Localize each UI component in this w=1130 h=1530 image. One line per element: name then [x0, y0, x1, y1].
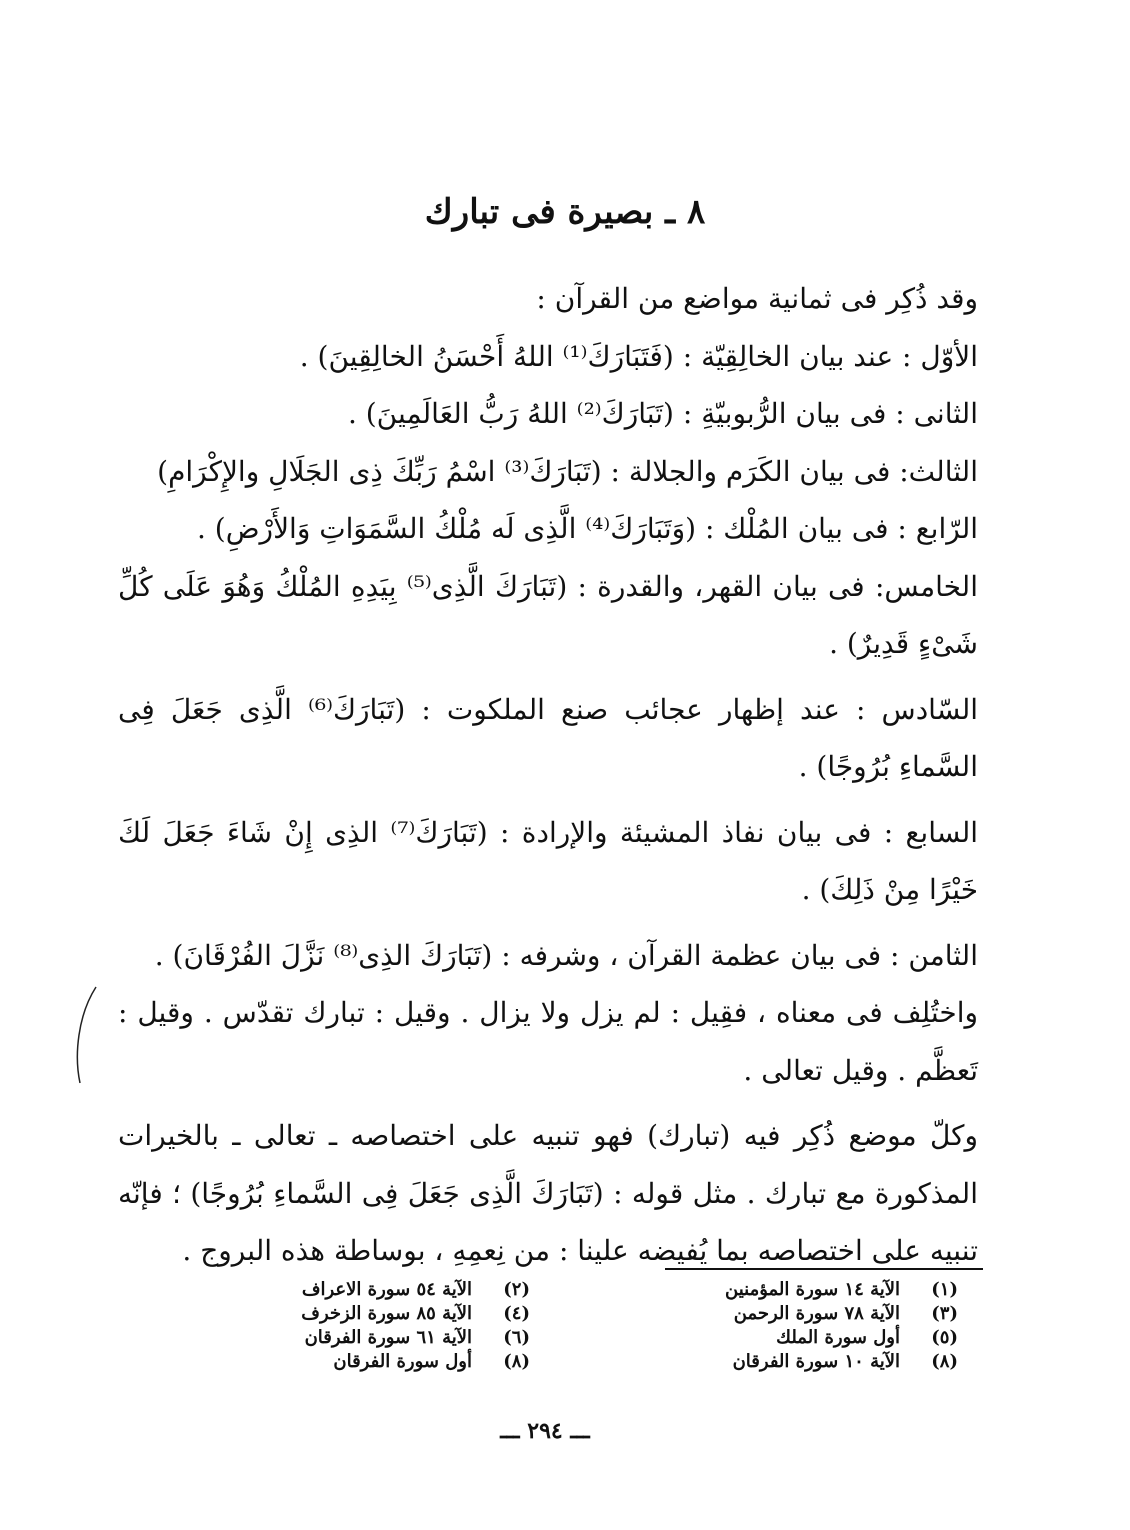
- section-title: ٨ ـ بصيرة فى تبارك: [424, 192, 706, 232]
- footnote-number: (٢): [503, 1279, 530, 1300]
- paragraph-fifth: الخامس: فى بيان القهر، والقدرة : (تَبَارَكَ الَّذِى⁽⁵⁾ بِيَدِهِ المُلْكُ وَهُوَ عَلَى كُلِّ شَىْءٍ قَدِيرٌ) .: [118, 569, 978, 660]
- footnote: [230, 1302, 530, 1326]
- paragraph-first: الأوّل : عند بيان الخالِقِيّة : (فَتَبَارَكَ⁽¹⁾ اللهُ أَحْسَنُ الخالِقِينَ) .: [299, 339, 978, 373]
- footnote-number: (٨): [931, 1351, 958, 1372]
- footnote-number: (١): [931, 1279, 958, 1300]
- footnote-number: (٨): [503, 1351, 530, 1372]
- footnote-text: الآية ٧٨ سورة الرحمن: [733, 1303, 900, 1324]
- footnote-text: أول سورة الملك: [776, 1327, 900, 1348]
- body-text: [118, 270, 978, 1280]
- paragraph-intro: وقد ذُكِر فى ثمانية مواضع من القرآن :: [536, 282, 978, 315]
- footnote: [640, 1278, 958, 1302]
- footnote-number: (٤): [503, 1303, 530, 1324]
- footnote-text: الآية ١٠ سورة الفرقان: [732, 1351, 900, 1372]
- footnote: [640, 1326, 958, 1350]
- footnote-text: الآية ١٤ سورة المؤمنين: [725, 1279, 900, 1300]
- footnote-divider: [665, 1268, 983, 1270]
- footnote-text: أول سورة الفرقان: [333, 1351, 472, 1372]
- footnote: [230, 1326, 530, 1350]
- paragraph-fourth: الرّابع : فى بيان المُلْك : (وَتَبَارَكَ⁽⁴⁾ الَّذِى لَه مُلْكُ السَّمَوَاتِ وَالأَرْضِ) .: [196, 512, 978, 545]
- footnote-text: الآية ٦١ سورة الفرقان: [304, 1327, 472, 1348]
- paragraph-sixth: السّادس : عند إظهار عجائب صنع الملكوت : (تَبَارَكَ⁽⁶⁾ الَّذِى جَعَلَ فِى السَّماءِ بُرُوجًا) .: [118, 692, 979, 783]
- footnote: [640, 1350, 958, 1374]
- footnote-number: (٦): [503, 1327, 530, 1348]
- footnote-text: الآية ٥٤ سورة الاعراف: [301, 1279, 472, 1300]
- footnotes-left-column: [230, 1278, 530, 1374]
- paragraph-eighth: الثامن : فى بيان عظمة القرآن ، وشرفه : (تَبَارَكَ الذِى⁽⁸⁾ نَزَّلَ الفُرْقَانَ) .: [154, 938, 978, 972]
- footnote: [230, 1278, 530, 1302]
- footnotes-right-column: [640, 1278, 958, 1374]
- footnote: [640, 1302, 958, 1326]
- paragraph-meaning: واختُلِف فى معناه ، فقِيل : لم يزل ولا يزال . وقيل : تبارك تقدّس . وقيل : تَعظَّم . وقيل تعالى .: [118, 996, 978, 1087]
- footnote-number: (٣): [931, 1303, 958, 1324]
- page-number: ـــ ٢٩٤ ـــ: [500, 1418, 590, 1444]
- margin-bracket-mark: [70, 985, 100, 1085]
- paragraph-second: الثانى : فى بيان الرُّبوبيّةِ : (تَبَارَكَ⁽²⁾ اللهُ رَبُّ العَالَمِينَ) .: [347, 397, 978, 430]
- paragraph-seventh: السابع : فى بيان نفاذ المشيئة والإرادة : (تَبَارَكَ⁽⁷⁾ الذِى إِنْ شَاءَ جَعَلَ لَكَ خَيْرًا مِنْ ذَلِكَ) .: [118, 815, 979, 906]
- footnote-text: الآية ٨٥ سورة الزخرف: [301, 1303, 472, 1324]
- footnote-number: (٥): [931, 1327, 958, 1348]
- paragraph-conclusion: وكلّ موضع ذُكِر فيه (تبارك) فهو تنبيه على اختصاصه ـ تعالى ـ بالخيرات المذكورة مع تبارك . مثل قوله : (تَبَارَكَ الَّذِى جَعَلَ فِى السَّماءِ بُرُوجًا) ؛ فإنّه تنبيه على اختصاصه بما يُفيضه علينا : من نِعمِهِ ، بوساطة هذه البروج .: [118, 1119, 978, 1267]
- paragraph-third: الثالث: فى بيان الكَرَم والجلالة : (تَبَارَكَ⁽³⁾ اسْمُ رَبِّكَ ذِى الجَلَالِ والإِكْرَامِ): [157, 454, 978, 488]
- footnote: [230, 1350, 530, 1374]
